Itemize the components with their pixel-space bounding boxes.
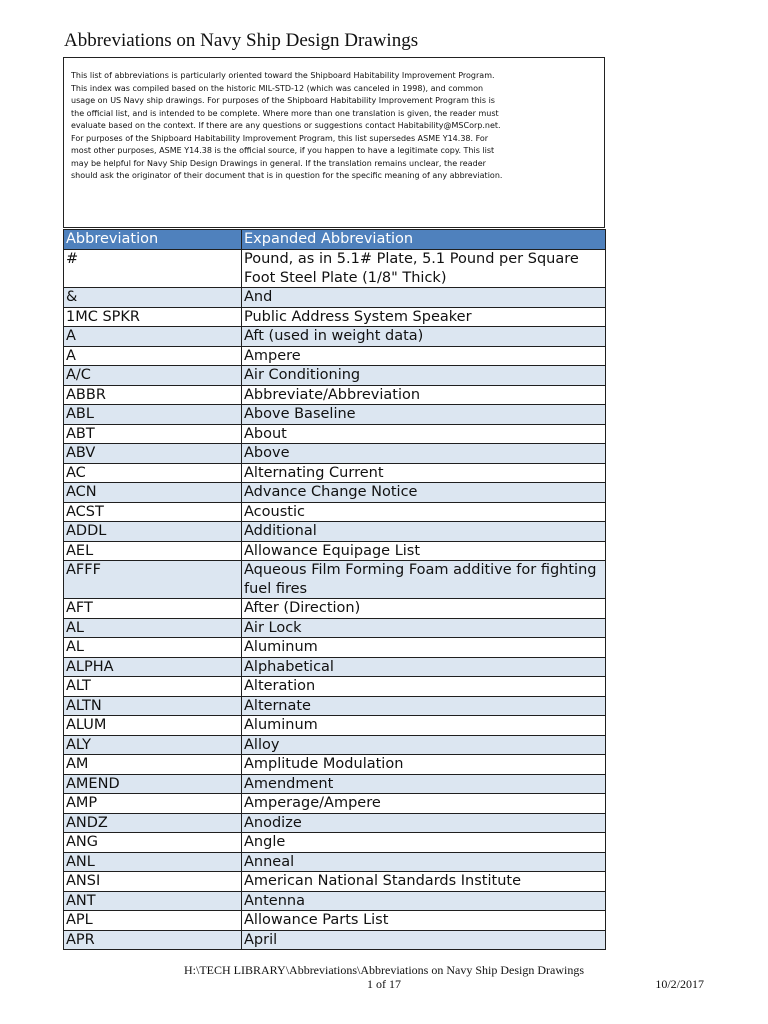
abbreviation-cell: ALY [64,735,242,755]
expanded-abbreviation-cell: Amplitude Modulation [242,755,606,775]
expanded-abbreviation-cell: Amendment [242,774,606,794]
intro-line: usage on US Navy ship drawings. For purposes of the Shipboard Habitability Improvement Program this is [71,96,495,105]
expanded-abbreviation-cell: Acoustic [242,502,606,522]
expanded-abbreviation-cell: And [242,288,606,308]
abbreviation-cell: ANDZ [64,813,242,833]
table-row [64,522,606,542]
table-row [64,250,606,288]
abbreviation-cell: APL [64,911,242,931]
intro-text-box [63,57,605,228]
abbreviation-cell: A [64,346,242,366]
table-row [64,755,606,775]
abbreviation-cell: ADDL [64,522,242,542]
expanded-abbreviation-cell: Air Conditioning [242,366,606,386]
table-row [64,618,606,638]
table-row [64,599,606,619]
intro-line: evaluate based on the context. If there are any questions or suggestions contact Habitability@MSCorp.net. [71,121,501,130]
table-row [64,424,606,444]
table-row [64,561,606,599]
column-header-abbreviation: Abbreviation [64,230,242,250]
abbreviation-table [63,229,606,950]
intro-line: For purposes of the Shipboard Habitability Improvement Program, this list supersedes ASME Y14.38. For [71,133,489,143]
expanded-abbreviation-cell: Anneal [242,852,606,872]
expanded-abbreviation-cell: Public Address System Speaker [242,307,606,327]
expanded-abbreviation-cell: Antenna [242,891,606,911]
expanded-abbreviation-cell: Abbreviate/Abbreviation [242,385,606,405]
table-row [64,813,606,833]
abbreviation-cell: ALTN [64,696,242,716]
table-row [64,872,606,892]
expanded-abbreviation-cell: Ampere [242,346,606,366]
table-row [64,288,606,308]
table-header-row [64,230,606,250]
abbreviation-cell: ABBR [64,385,242,405]
expanded-abbreviation-cell: Allowance Parts List [242,911,606,931]
expanded-abbreviation-cell: About [242,424,606,444]
expanded-abbreviation-cell: Aft (used in weight data) [242,327,606,347]
table-row [64,405,606,425]
abbreviation-cell: A [64,327,242,347]
abbreviation-cell: ANT [64,891,242,911]
abbreviation-cell: ALPHA [64,657,242,677]
expanded-abbreviation-cell: Aluminum [242,716,606,736]
table-row [64,483,606,503]
expanded-abbreviation-cell: Air Lock [242,618,606,638]
expanded-abbreviation-cell: Alloy [242,735,606,755]
table-row [64,735,606,755]
table-row [64,677,606,697]
table-row [64,833,606,853]
abbreviation-cell: & [64,288,242,308]
footer-page-number: 1 of 17 [367,977,401,991]
abbreviation-cell: ABT [64,424,242,444]
abbreviation-cell: ANL [64,852,242,872]
abbreviation-cell: AL [64,618,242,638]
expanded-abbreviation-cell: Anodize [242,813,606,833]
abbreviation-cell: APR [64,930,242,950]
expanded-abbreviation-cell: Alteration [242,677,606,697]
abbreviation-cell: ALUM [64,716,242,736]
intro-line: most other purposes, ASME Y14.38 is the official source, if you happen to have a legitimate copy. This list [71,146,495,155]
expanded-abbreviation-cell: American National Standards Institute [242,872,606,892]
abbreviation-cell: A/C [64,366,242,386]
table-row [64,930,606,950]
column-header-expanded: Expanded Abbreviation [242,230,606,250]
abbreviation-cell: ABV [64,444,242,464]
abbreviation-cell: AMEND [64,774,242,794]
table-row [64,891,606,911]
intro-line: may be helpful for Navy Ship Design Drawings in general. If the translation remains unclear, the reader [71,158,486,168]
table-body [64,250,606,950]
expanded-abbreviation-cell: Advance Change Notice [242,483,606,503]
table-row [64,541,606,561]
table-row [64,385,606,405]
abbreviation-cell: AFFF [64,561,242,599]
table-row [64,346,606,366]
expanded-abbreviation-cell: Allowance Equipage List [242,541,606,561]
abbreviation-cell: AM [64,755,242,775]
table-row [64,794,606,814]
expanded-abbreviation-cell: Angle [242,833,606,853]
table-row [64,657,606,677]
abbreviation-cell: AEL [64,541,242,561]
table-row [64,444,606,464]
abbreviation-cell: ACN [64,483,242,503]
expanded-abbreviation-cell: Above [242,444,606,464]
table-row [64,463,606,483]
expanded-abbreviation-cell: Above Baseline [242,405,606,425]
abbreviation-cell: 1MC SPKR [64,307,242,327]
abbreviation-cell: ANSI [64,872,242,892]
table-row [64,366,606,386]
page-title: Abbreviations on Navy Ship Design Drawings [64,30,419,51]
expanded-abbreviation-cell: After (Direction) [242,599,606,619]
table-row [64,852,606,872]
footer-file-path: H:\TECH LIBRARY\Abbreviations\Abbreviations on Navy Ship Design Drawings [184,963,584,977]
abbreviation-cell: ALT [64,677,242,697]
table-row [64,307,606,327]
table-row [64,502,606,522]
intro-line: the official list, and is intended to be complete. Where more than one translation is given, the reader must [71,108,499,118]
table-row [64,327,606,347]
table-row [64,638,606,658]
abbreviation-cell: AC [64,463,242,483]
table-row [64,696,606,716]
abbreviation-cell: AMP [64,794,242,814]
expanded-abbreviation-cell: Alternating Current [242,463,606,483]
expanded-abbreviation-cell: Additional [242,522,606,542]
intro-line: should ask the originator of their document that is in question for the specific meaning of any abbreviation. [71,171,503,180]
expanded-abbreviation-cell: Amperage/Ampere [242,794,606,814]
table-row [64,911,606,931]
abbreviation-cell: AFT [64,599,242,619]
expanded-abbreviation-cell: Aqueous Film Forming Foam additive for fighting fuel fires [242,561,606,599]
intro-line: This index was compiled based on the historic MIL-STD-12 (which was canceled in 1998), and common [71,83,484,93]
expanded-abbreviation-cell: Pound, as in 5.1# Plate, 5.1 Pound per Square Foot Steel Plate (1/8" Thick) [242,250,606,288]
table-row [64,774,606,794]
abbreviation-cell: # [64,250,242,288]
abbreviation-cell: AL [64,638,242,658]
abbreviation-cell: ABL [64,405,242,425]
expanded-abbreviation-cell: April [242,930,606,950]
abbreviation-cell: ANG [64,833,242,853]
expanded-abbreviation-cell: Alphabetical [242,657,606,677]
expanded-abbreviation-cell: Aluminum [242,638,606,658]
intro-line: This list of abbreviations is particularly oriented toward the Shipboard Habitability Improvement Program. [71,71,495,80]
abbreviation-cell: ACST [64,502,242,522]
expanded-abbreviation-cell: Alternate [242,696,606,716]
footer-date: 10/2/2017 [655,977,704,991]
table-row [64,716,606,736]
